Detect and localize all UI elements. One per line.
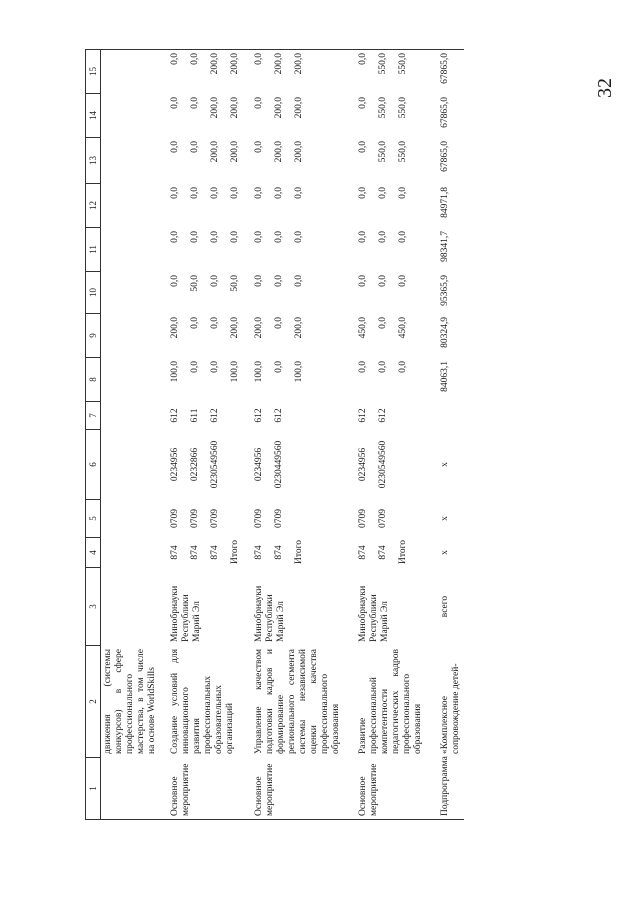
row-type: Подпрограмма: [438, 758, 464, 820]
line-value: [230, 503, 250, 534]
line-value: 0,0: [274, 231, 284, 243]
line-value: 0234956: [170, 447, 180, 482]
line-value: 550,0: [378, 97, 388, 119]
line-value: 0,0: [358, 141, 368, 153]
line-value: 0,0: [274, 361, 284, 373]
line-value: 550,0: [398, 141, 408, 163]
cell-col-9: [252, 314, 356, 358]
line-value: 0,0: [230, 187, 240, 199]
line-value: 0709: [254, 509, 264, 528]
header-col-10: 10: [86, 272, 101, 314]
header-col-2: 2: [86, 646, 101, 758]
line-value: [294, 405, 314, 426]
header-col-5: 5: [86, 500, 101, 538]
header-row: [86, 50, 101, 820]
line-value: 874: [358, 545, 368, 560]
line-value: 0709: [378, 509, 388, 528]
row-responsible: Минобрнауки Республики Марий Эл: [170, 585, 202, 642]
line-value: 0,0: [274, 275, 284, 287]
cell-col-10: [356, 272, 438, 314]
line-value: 50,0: [190, 275, 200, 292]
line-value: 0,0: [358, 97, 368, 109]
cell-col-8: [168, 358, 252, 402]
line-value: 0,0: [398, 361, 408, 373]
cell-col-12: 84971,8: [440, 187, 450, 218]
cell-col-11: [168, 228, 252, 272]
cell-col-13: [252, 138, 356, 184]
line-value: 0,0: [210, 187, 220, 199]
line-value: 0,0: [254, 141, 264, 153]
header-col-13: 13: [86, 138, 101, 184]
line-value: [398, 405, 418, 426]
rotated-table-area: [15, 0, 545, 860]
line-value: 200,0: [274, 53, 284, 75]
cell-col-12: [252, 184, 356, 228]
line-value: 874: [254, 545, 264, 560]
line-value: 0,0: [254, 275, 264, 287]
line-value: 450,0: [358, 317, 368, 339]
line-value: [230, 433, 250, 496]
row-description: Управление качеством подготовки кадров и формирование регионального сегмента системы независимой оценки качества профессионального образования: [254, 649, 341, 754]
line-value: 0709: [170, 509, 180, 528]
line-value: 0,0: [274, 317, 284, 329]
header-col-12: 12: [86, 184, 101, 228]
line-value: 200,0: [274, 141, 284, 163]
line-value: 550,0: [378, 53, 388, 75]
line-value: 0,0: [190, 317, 200, 329]
table-row: [252, 50, 356, 820]
line-value: 0,0: [378, 275, 388, 287]
line-value: [294, 503, 314, 534]
line-value: 0230549560: [210, 440, 220, 489]
cell-col-8: [356, 358, 438, 402]
cell-col-4: [252, 538, 356, 568]
line-value: 0,0: [190, 97, 200, 109]
cell-col-4: х: [440, 550, 450, 555]
cell-col-11: [252, 228, 356, 272]
line-value: 550,0: [398, 53, 408, 75]
line-value: 0,0: [210, 231, 220, 243]
cell-col-7: [168, 402, 252, 430]
line-value: 0,0: [170, 275, 180, 287]
line-value: 0,0: [190, 187, 200, 199]
line-value: 0230449560: [274, 440, 284, 489]
row-type: Основное мероприятие: [252, 758, 356, 820]
line-value: 612: [254, 408, 264, 423]
line-value: 0,0: [358, 53, 368, 65]
line-value: 0,0: [230, 231, 240, 243]
line-value: [294, 433, 314, 496]
line-value: 0709: [190, 509, 200, 528]
line-value: 0,0: [254, 231, 264, 243]
cell-col-15: [252, 50, 356, 94]
line-value: 200,0: [294, 97, 304, 119]
line-value: 200,0: [294, 317, 304, 339]
cell-col-10: [252, 272, 356, 314]
header-col-14: 14: [86, 94, 101, 138]
cell-col-9: 80324,9: [440, 317, 450, 348]
cell-col-5: [168, 500, 252, 538]
line-value: 0,0: [210, 275, 220, 287]
cell-col-11: 98341,7: [440, 231, 450, 262]
header-col-6: 6: [86, 430, 101, 500]
line-value: 0234956: [358, 447, 368, 482]
cell-col-13: [356, 138, 438, 184]
line-value: 0234956: [254, 447, 264, 482]
line-value: 0,0: [358, 275, 368, 287]
cell-col-6: [168, 430, 252, 500]
cell-col-12: [168, 184, 252, 228]
line-value: 612: [358, 408, 368, 423]
continuation-text: движения (системы конкурсов) в сфере профессионального мастерства, в том числе на основе WorldSkills: [103, 649, 157, 754]
line-value: 0,0: [294, 187, 304, 199]
cell-col-7: [438, 402, 464, 430]
line-value: Итого: [230, 539, 240, 564]
line-value: 0709: [358, 509, 368, 528]
line-value: 612: [378, 408, 388, 423]
line-value: Итого: [398, 539, 408, 564]
header-col-3: 3: [86, 568, 101, 646]
line-value: 874: [210, 545, 220, 560]
line-value: 0,0: [274, 187, 284, 199]
cell-col-6: х: [440, 462, 450, 467]
line-value: 0,0: [294, 231, 304, 243]
line-value: 200,0: [210, 97, 220, 119]
row-responsible: Минобрнауки Республики Марий Эл: [358, 585, 390, 642]
line-value: 0,0: [294, 275, 304, 287]
line-value: 0,0: [398, 275, 408, 287]
cell-col-14: [252, 94, 356, 138]
line-value: 612: [274, 408, 284, 423]
cell-col-14: [356, 94, 438, 138]
cell-col-5: х: [440, 516, 450, 521]
page-number: 32: [594, 78, 616, 98]
line-value: 0,0: [254, 53, 264, 65]
row-description: «Комплексное сопровождение детей-: [440, 663, 461, 754]
cell-col-6: [356, 430, 438, 500]
cell-col-5: [252, 500, 356, 538]
cell-col-9: [356, 314, 438, 358]
line-value: 200,0: [294, 53, 304, 75]
line-value: 0,0: [378, 231, 388, 243]
line-value: 550,0: [398, 97, 408, 119]
line-value: 612: [170, 408, 180, 423]
cell-col-8: [252, 358, 356, 402]
line-value: 0,0: [378, 361, 388, 373]
cell-col-8: 84063,1: [440, 361, 450, 392]
line-value: 0,0: [378, 187, 388, 199]
cell-col-14: 67865,0: [440, 97, 450, 128]
line-value: 550,0: [378, 141, 388, 163]
line-value: 200,0: [210, 53, 220, 75]
cell-col-11: [356, 228, 438, 272]
line-value: 0,0: [210, 317, 220, 329]
line-value: 0,0: [190, 141, 200, 153]
line-value: 0232866: [190, 447, 200, 482]
line-value: [398, 503, 418, 534]
line-value: 874: [190, 545, 200, 560]
row-type: Основное мероприятие: [356, 758, 438, 820]
line-value: 0,0: [190, 231, 200, 243]
cell-col-4: [168, 538, 252, 568]
line-value: 200,0: [230, 97, 240, 119]
continuation-row: [101, 50, 169, 820]
line-value: 0,0: [378, 317, 388, 329]
cell-col-15: [168, 50, 252, 94]
table-row: [356, 50, 438, 820]
cell-col-5: [356, 500, 438, 538]
line-value: 874: [274, 545, 284, 560]
line-value: 874: [378, 545, 388, 560]
line-value: 0,0: [170, 141, 180, 153]
header-col-7: 7: [86, 402, 101, 430]
line-value: 0,0: [358, 187, 368, 199]
cell-col-10: 95365,9: [440, 275, 450, 306]
line-value: 200,0: [170, 317, 180, 339]
cell-col-14: [168, 94, 252, 138]
line-value: 0,0: [398, 231, 408, 243]
line-value: 0,0: [358, 231, 368, 243]
line-value: 0230549560: [378, 440, 388, 489]
line-value: 100,0: [230, 361, 240, 383]
header-col-1: 1: [86, 758, 101, 820]
header-col-11: 11: [86, 228, 101, 272]
line-value: 0,0: [190, 53, 200, 65]
line-value: 0,0: [190, 361, 200, 373]
line-value: 0,0: [170, 53, 180, 65]
line-value: 450,0: [398, 317, 408, 339]
cell-col-9: [168, 314, 252, 358]
line-value: 50,0: [230, 275, 240, 292]
line-value: 612: [210, 408, 220, 423]
cell-col-13: [168, 138, 252, 184]
cell-col-15: [356, 50, 438, 94]
line-value: 200,0: [230, 317, 240, 339]
line-value: 200,0: [210, 141, 220, 163]
line-value: 200,0: [254, 317, 264, 339]
line-value: 0,0: [254, 97, 264, 109]
line-value: 100,0: [254, 361, 264, 383]
line-value: 0,0: [254, 187, 264, 199]
header-col-9: 9: [86, 314, 101, 358]
line-value: 0,0: [358, 361, 368, 373]
table-row: [168, 50, 252, 820]
line-value: 100,0: [294, 361, 304, 383]
row-type: Основное мероприятие: [168, 758, 252, 820]
line-value: [398, 433, 418, 496]
line-value: 0,0: [170, 97, 180, 109]
line-value: 0,0: [170, 187, 180, 199]
budget-table: [85, 49, 464, 820]
header-col-15: 15: [86, 50, 101, 94]
line-value: 200,0: [230, 141, 240, 163]
line-value: 200,0: [294, 141, 304, 163]
line-value: 200,0: [274, 97, 284, 119]
line-value: 874: [170, 545, 180, 560]
line-value: 0,0: [170, 231, 180, 243]
cell-col-7: [356, 402, 438, 430]
line-value: 0709: [210, 509, 220, 528]
line-value: 200,0: [230, 53, 240, 75]
line-value: Итого: [294, 539, 304, 564]
cell-col-12: [356, 184, 438, 228]
line-value: 611: [190, 408, 200, 423]
row-description: Создание условий для инновационного развития профессиональных образовательных организаций: [170, 649, 235, 754]
line-value: 100,0: [170, 361, 180, 383]
cell-col-15: 67865,0: [438, 50, 464, 94]
row-description: Развитие профессиональной компетентности педагогических кадров профессионального образования: [358, 649, 423, 754]
header-col-8: 8: [86, 358, 101, 402]
subprogram-row: [438, 50, 464, 820]
line-value: 0,0: [210, 361, 220, 373]
row-responsible: Минобрнауки Республики Марий Эл: [254, 585, 286, 642]
line-value: 0709: [274, 509, 284, 528]
line-value: 0,0: [398, 187, 408, 199]
row-responsible: всего: [440, 595, 450, 618]
cell-col-13: 67865,0: [440, 141, 450, 172]
line-value: [230, 405, 250, 426]
cell-col-7: [252, 402, 356, 430]
header-col-4: 4: [86, 538, 101, 568]
cell-col-4: [356, 538, 438, 568]
cell-col-6: [252, 430, 356, 500]
cell-col-10: [168, 272, 252, 314]
